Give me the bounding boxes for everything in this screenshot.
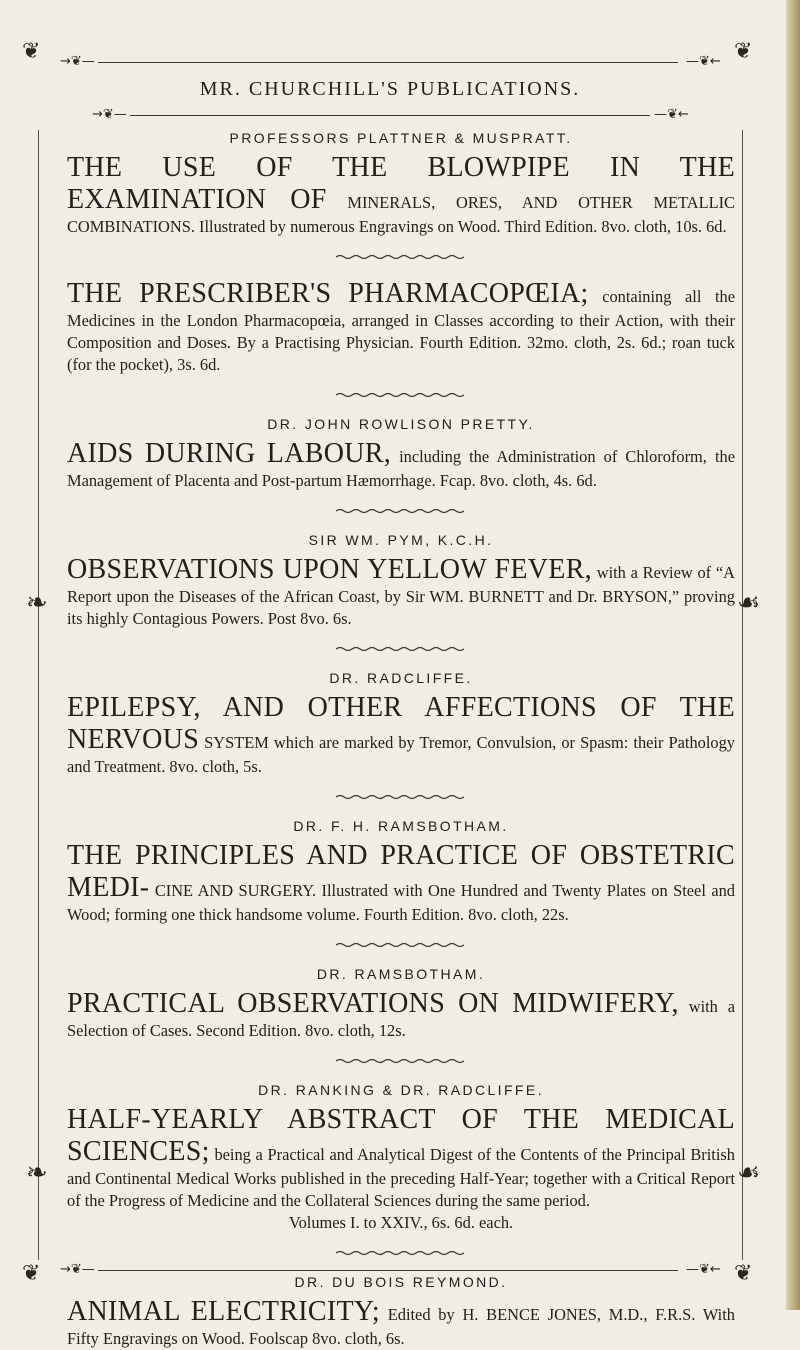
- entry-text: [67, 278, 735, 376]
- entry-author: DR. RADCLIFFE.: [329, 670, 473, 686]
- entry-title: EPILEPSY, AND OTHER AFFECTIONS OF THE NERVOUS: [67, 692, 735, 755]
- entry-text: [67, 554, 735, 630]
- wavy-divider: [336, 794, 466, 800]
- rule-ornament-right: —❦←: [686, 1262, 721, 1277]
- entry-body: CINE AND SURGERY. Illustrated with One Hundred and Twenty Plates on Steel and Wood; forming one thick handsome volume. Fourth Edition. 8vo. cloth, 22s.: [67, 881, 735, 924]
- wavy-divider: [336, 254, 466, 260]
- entry-author: DR. F. H. RAMSBOTHAM.: [293, 818, 509, 834]
- entry-body: including the Administration of Chloroform, the Management of Placenta and Post-partum Hæmorrhage. Fcap. 8vo. cloth, 4s. 6d.: [67, 447, 735, 490]
- wavy-divider: [336, 508, 466, 514]
- entry-body: being a Practical and Analytical Digest of the Contents of the Principal British and Continental Medical Works published in the preceding Half-Year; together with a Critical Report of the Progress of Medicine and the Collateral Sciences during the same period.: [67, 1145, 735, 1210]
- entry-text: [67, 840, 735, 926]
- entry-text: [67, 988, 735, 1042]
- entry-title: THE PRESCRIBER'S PHARMACOPŒIA;: [67, 278, 589, 309]
- book-spine-edge: [786, 0, 800, 1310]
- top-rule: [98, 62, 678, 63]
- publication-entry: [67, 1082, 735, 1234]
- entry-title: PRACTICAL OBSERVATIONS ON MIDWIFERY,: [67, 988, 679, 1019]
- entry-title: THE PRINCIPLES AND PRACTICE OF OBSTETRIC MEDI-: [67, 840, 735, 903]
- right-border-line: [742, 130, 743, 1260]
- entry-author: DR. JOHN ROWLISON PRETTY.: [267, 416, 535, 432]
- publication-entry: [67, 416, 735, 492]
- rule-ornament-left: →❦—: [60, 54, 95, 69]
- entry-text: [67, 692, 735, 778]
- publication-entry: [67, 966, 735, 1042]
- floral-corner-icon: ❦: [22, 1260, 41, 1285]
- flourish-icon: ☙: [737, 1158, 761, 1187]
- entry-volumes: Volumes I. to XXIV., 6s. 6d. each.: [288, 1213, 514, 1232]
- flourish-icon: ❧: [26, 588, 48, 617]
- entry-body: Edited by H. BENCE JONES, M.D., F.R.S. With Fifty Engravings on Wood. Foolscap 8vo. cloth, 6s.: [67, 1305, 735, 1348]
- header-rule: [130, 115, 650, 116]
- entry-text: [67, 1104, 735, 1212]
- flourish-icon: ☙: [737, 588, 761, 617]
- entry-title: AIDS DURING LABOUR,: [67, 438, 392, 469]
- wavy-divider: [336, 646, 466, 652]
- rule-ornament-right: —❦←: [654, 107, 689, 122]
- entry-title: HALF-YEARLY ABSTRACT OF THE MEDICAL SCIENCES;: [67, 1104, 735, 1167]
- entry-title: OBSERVATIONS UPON YELLOW FEVER,: [67, 554, 592, 585]
- entry-author: DR. DU BOIS REYMOND.: [294, 1274, 508, 1290]
- entry-text: [67, 152, 735, 238]
- wavy-divider: [336, 392, 466, 398]
- entry-body: MINERALS, ORES, AND OTHER METALLIC COMBINATIONS. Illustrated by numerous Engravings on Wood. Third Edition. 8vo. cloth, 10s. 6d.: [67, 193, 735, 236]
- entry-body: containing all the Medicines in the London Pharmacopœia, arranged in Classes according to their Action, with their Composition and Doses. By a Practising Physician. Fourth Edition. 32mo. cloth, 2s. 6d.; roan tuck (for the pocket), 3s. 6d.: [67, 287, 735, 374]
- rule-ornament-right: —❦←: [686, 54, 721, 69]
- entry-author: DR. RAMSBOTHAM.: [316, 966, 486, 982]
- entry-author: DR. RANKING & DR. RADCLIFFE.: [258, 1082, 544, 1098]
- publication-list: [67, 130, 735, 1350]
- entry-body: with a Review of “A Report upon the Diseases of the African Coast, by Sir WM. BURNETT and Dr. BRYSON,” proving its highly Contagious Powers. Post 8vo. 6s.: [67, 563, 735, 628]
- publication-entry: [67, 130, 735, 238]
- publication-entry: [67, 818, 735, 926]
- publication-entry: [67, 1274, 735, 1350]
- left-border-line: [38, 130, 39, 1260]
- publication-entry: [67, 532, 735, 630]
- floral-corner-icon: ❦: [734, 38, 753, 63]
- wavy-divider: [336, 1250, 466, 1256]
- entry-title: ANIMAL ELECTRICITY;: [67, 1296, 380, 1327]
- wavy-divider: [336, 1058, 466, 1064]
- floral-corner-icon: ❦: [734, 1260, 753, 1285]
- flourish-icon: ❧: [26, 1158, 48, 1187]
- wavy-divider: [336, 942, 466, 948]
- floral-corner-icon: ❦: [22, 38, 41, 63]
- entry-author: SIR WM. PYM, K.C.H.: [308, 532, 494, 548]
- entry-title: THE USE OF THE BLOWPIPE IN THE EXAMINATION OF: [67, 152, 735, 215]
- entry-author: PROFESSORS PLATTNER & MUSPRATT.: [229, 130, 573, 146]
- publication-entry: [67, 670, 735, 778]
- entry-text: [67, 1296, 735, 1350]
- page-title: MR. CHURCHILL'S PUBLICATIONS.: [199, 78, 581, 100]
- entry-text: [67, 438, 735, 492]
- rule-ornament-left: →❦—: [60, 1262, 95, 1277]
- entry-body: with a Selection of Cases. Second Edition. 8vo. cloth, 12s.: [67, 997, 736, 1040]
- rule-ornament-left: →❦—: [92, 107, 127, 122]
- entry-body: SYSTEM which are marked by Tremor, Convulsion, or Spasm: their Pathology and Treatment. 8vo. cloth, 5s.: [67, 733, 735, 776]
- publication-entry: [67, 278, 735, 376]
